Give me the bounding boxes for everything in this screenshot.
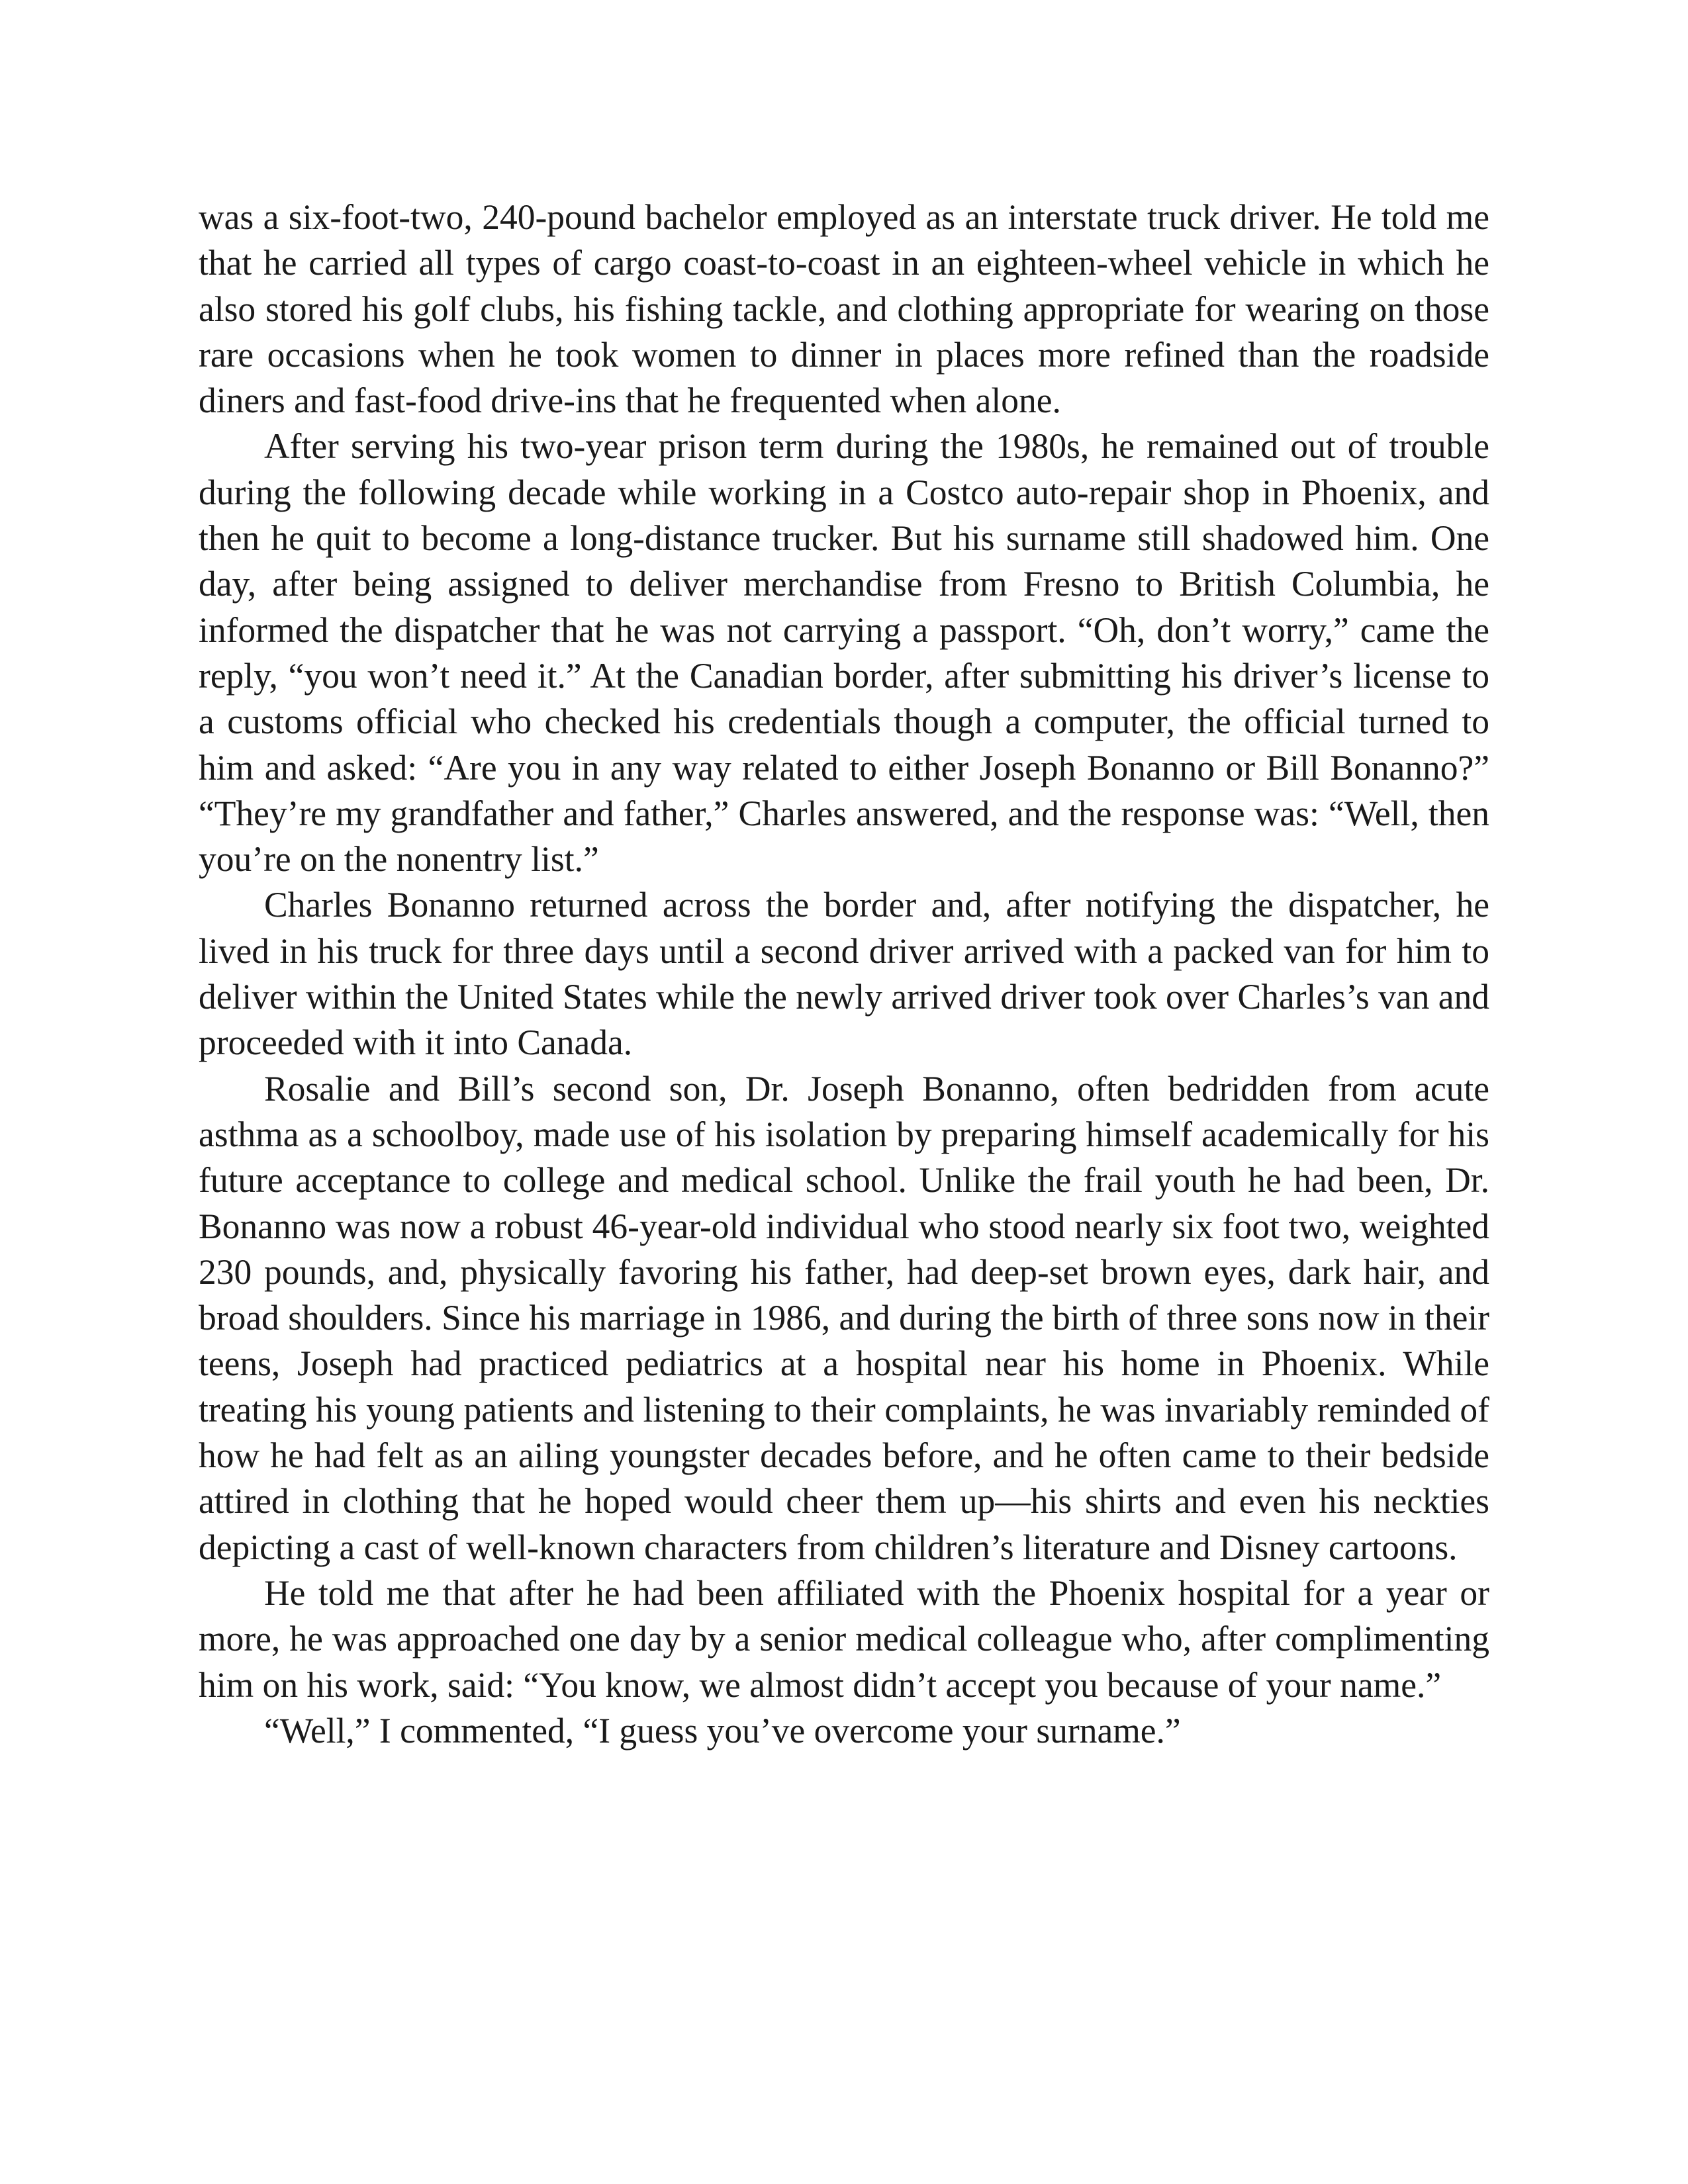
paragraph: Charles Bonanno returned across the border and, after notifying the dispatcher, he lived in his truck for three days until a second driver arrived with a packed van for him to deliver within the United States while the newly arrived driver took over Charles’s van and proceeded with it into Canada. (199, 885, 1489, 1063)
paragraph: “Well,” I commented, “I guess you’ve overcome your surname.” (264, 1710, 1181, 1751)
paragraph: He told me that after he had been affiliated with the Phoenix hospital for a year or more, he was approached one day by a senior medical colleague who, after complimenting him on his work, said: “You know, we almost didn’t accept you because of your name.” (199, 1572, 1489, 1705)
paragraph-continued: was a six-foot-two, 240-pound bachelor employed as an interstate truck driver. He told me that he carried all types of cargo coast-to-coast in an eighteen-wheel vehicle in which he also stored his golf clubs, his fishing tackle, and clothing appropriate for wearing on those rare occasions when he took women to dinner in places more refined than the roadside diners and fast-food drive-ins that he frequented when alone. (199, 197, 1489, 421)
page-body (199, 195, 1489, 1754)
paragraph: After serving his two-year prison term during the 1980s, he remained out of trouble during the following decade while working in a Costco auto-repair shop in Phoenix, and then he quit to become a long-distance trucker. But his surname still shadowed him. One day, after being assigned to deliver merchandise from Fresno to British Columbia, he informed the dispatcher that he was not carrying a passport. “Oh, don’t worry,” came the reply, “you won’t need it.” At the Canadian border, after submitting his driver’s license to a customs official who checked his credentials though a computer, the official turned to him and asked: “Are you in any way related to either Joseph Bonanno or Bill Bonanno?” “They’re my grandfather and father,” Charles answered, and the response was: “Well, then you’re on the nonentry list.” (199, 426, 1489, 880)
paragraph: Rosalie and Bill’s second son, Dr. Joseph Bonanno, often bedridden from acute asthma as a schoolboy, made use of his isolation by preparing himself academically for his future acceptance to college and medical school. Unlike the frail youth he had been, Dr. Bonanno was now a robust 46-year-old individual who stood nearly six foot two, weighted 230 pounds, and, physically favoring his father, had deep-set brown eyes, dark hair, and broad shoulders. Since his marriage in 1986, and during the birth of three sons now in their teens, Joseph had practiced pediatrics at a hospital near his home in Phoenix. While treating his young patients and listening to their complaints, he was invariably reminded of how he had felt as an ailing youngster decades before, and he often came to their bedside attired in clothing that he hoped would cheer them up—his shirts and even his neckties depicting a cast of well-known characters from children’s literature and Disney cartoons. (199, 1068, 1489, 1567)
